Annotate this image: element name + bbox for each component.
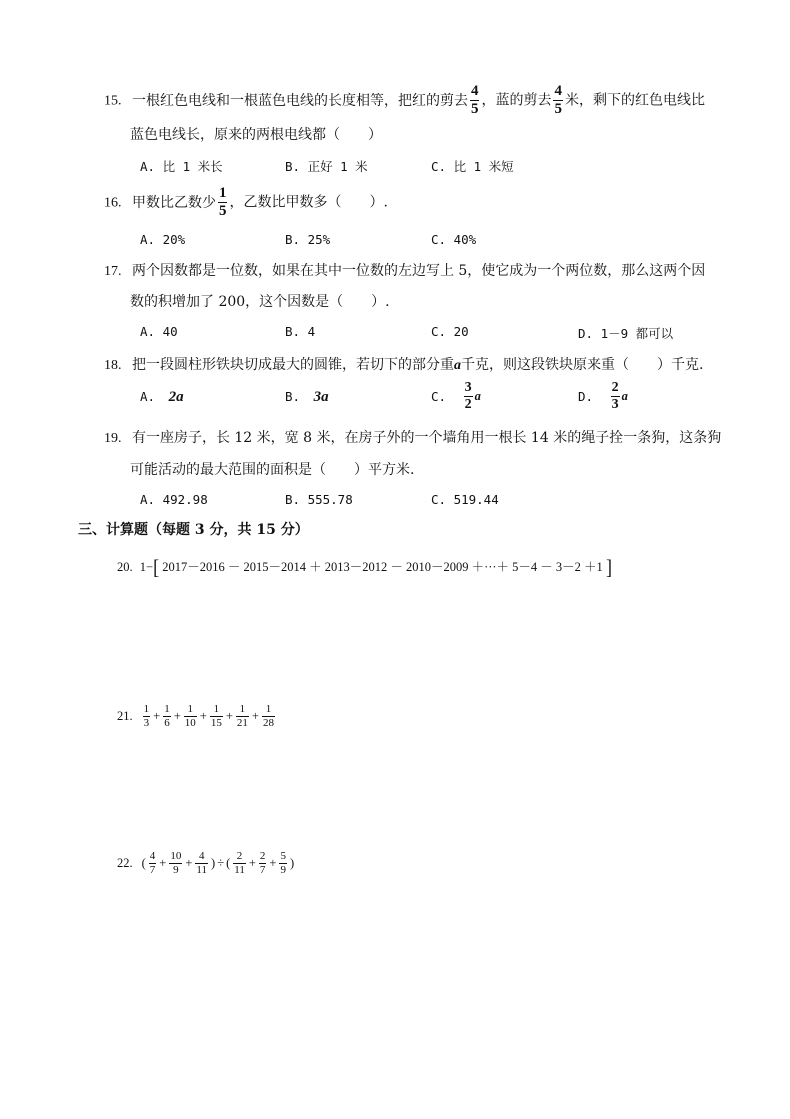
expression — [141, 851, 296, 876]
operator: + — [185, 856, 193, 870]
denominator: 3 — [143, 717, 150, 729]
operator: + — [153, 709, 161, 723]
paren: ( — [141, 856, 146, 870]
question-16 — [104, 186, 388, 219]
denominator: 9 — [173, 864, 179, 876]
question-number: 21. — [117, 709, 133, 723]
operator: + — [173, 709, 181, 723]
option-a[interactable]: A. 比 1 米长 — [140, 159, 223, 174]
question-text: 一根红色电线和一根蓝色电线的长度相等，把红的剪去 — [131, 92, 468, 109]
left-bracket-icon: [ — [153, 554, 160, 579]
question-text: 千克，则这段铁块原来重（ ）千克. — [460, 357, 704, 373]
fraction — [233, 851, 246, 876]
fraction — [279, 851, 287, 876]
denominator: 10 — [184, 717, 196, 729]
question-number: 19. — [104, 431, 122, 446]
option-label: B. — [285, 389, 301, 404]
denominator: 15 — [210, 717, 222, 729]
fraction: $\frac{1}{5}$ — [218, 185, 227, 219]
option-label: A. — [140, 389, 156, 404]
operator: + — [248, 856, 256, 870]
right-bracket-icon: ] — [605, 554, 612, 579]
question-text: 两个因数都是一位数，如果在其中一位数的左边写上 5，使它成为一个两位数，那么这两个因 — [131, 263, 706, 279]
option-b[interactable]: B. 555.78 — [285, 492, 353, 507]
fraction: $\frac{4}{5}$ — [470, 83, 479, 117]
fraction — [149, 851, 157, 876]
question-number: 20. — [117, 560, 133, 574]
question-number: 17. — [104, 264, 122, 279]
paren: ( — [226, 856, 231, 870]
numerator: 1 — [265, 703, 272, 715]
question-15 — [104, 84, 705, 117]
option-b[interactable]: B. 正好 1 米 — [285, 159, 368, 174]
option-c[interactable]: C. 20 — [431, 324, 469, 339]
fraction: $\frac{2}{3}$ — [611, 380, 619, 412]
option-a[interactable]: A. 20% — [140, 232, 186, 247]
numerator: 5 — [280, 850, 286, 862]
option-a[interactable]: A. 492.98 — [140, 492, 208, 507]
fraction — [163, 704, 171, 729]
numerator: 2 — [259, 850, 266, 862]
numerator: 1 — [143, 703, 150, 715]
option-value: 3a — [313, 389, 329, 405]
numerator: 4 — [149, 850, 156, 862]
fraction — [184, 704, 197, 729]
numerator: 1 — [187, 703, 193, 715]
fraction — [195, 851, 208, 876]
option-c[interactable]: C. 519.44 — [431, 492, 499, 507]
denominator: 11 — [196, 864, 208, 876]
fraction — [210, 704, 223, 729]
option-label: C. — [431, 389, 447, 404]
fraction: $\frac{3}{2}$ — [464, 380, 472, 412]
option-value: 2a — [168, 389, 184, 405]
denominator: 7 — [259, 864, 266, 876]
question-number: 15. — [104, 93, 122, 109]
question-number: 16. — [104, 195, 122, 211]
fraction — [169, 851, 182, 876]
denominator: 6 — [164, 717, 170, 729]
question-text: 有一座房子，长 12 米，宽 8 米，在房子外的一个墙角用一根长 14 米的绳子拴一条狗，这条狗 — [131, 430, 722, 446]
denominator: 9 — [280, 864, 286, 876]
expression — [141, 704, 277, 729]
question-text-line: 可能活动的最大范围的面积是（ ）平方米. — [130, 462, 415, 478]
option-b[interactable]: B. 25% — [285, 232, 331, 247]
option-c[interactable]: C. 比 1 米短 — [431, 159, 514, 174]
fraction — [143, 704, 151, 729]
question-text: ，蓝的剪去 — [481, 92, 552, 109]
question-text-line: 数的积增加了 200，这个因数是（ ）. — [130, 294, 390, 310]
option-a[interactable]: A. 40 — [140, 324, 178, 339]
variable: a — [621, 389, 628, 403]
question-22 — [117, 851, 295, 876]
question-21 — [117, 704, 277, 729]
fraction: $\frac{4}{5}$ — [554, 83, 562, 117]
question-18 — [104, 354, 703, 374]
operator: + — [159, 856, 167, 870]
denominator: 11 — [234, 864, 245, 876]
section-heading: 三、计算题（每题 3 分，共 15 分） — [78, 522, 309, 538]
option-d[interactable]: D. 1－9 都可以 — [578, 326, 674, 341]
fraction — [236, 704, 249, 729]
question-text: 把一段圆柱形铁块切成最大的圆锥，若切下的部分重 — [131, 357, 454, 373]
numerator: 1 — [239, 703, 246, 715]
numerator: 10 — [170, 850, 182, 862]
denominator: 7 — [149, 864, 156, 876]
variable: a — [453, 358, 461, 373]
operator: + — [269, 856, 277, 870]
expression-lead: 1− — [139, 560, 154, 574]
operator: + — [199, 709, 207, 723]
operator: + — [225, 709, 233, 723]
operator: + — [251, 709, 259, 723]
question-number: 22. — [117, 856, 133, 870]
fraction — [259, 851, 267, 876]
denominator: 21 — [236, 717, 248, 729]
numerator: 4 — [198, 850, 205, 862]
question-text: ，乙数比甲数多（ ）. — [229, 194, 388, 211]
expression: 2017－2016 － 2015－2014 ＋ 2013－2012 － 2010－2009 ＋···＋ 5－4 － 3－2 ＋1 — [162, 560, 603, 574]
operator: ÷ — [217, 856, 225, 870]
option-a[interactable] — [140, 389, 184, 406]
question-17 — [104, 260, 705, 280]
question-text-line: 蓝色电线长，原来的两根电线都（ ） — [130, 127, 382, 143]
option-b[interactable]: B. 4 — [285, 324, 316, 339]
option-label: D. — [578, 389, 594, 404]
numerator: 2 — [236, 850, 243, 862]
option-d[interactable] — [578, 381, 628, 412]
numerator: 1 — [164, 703, 170, 715]
question-text: 米，剩下的红色电线比 — [564, 92, 705, 109]
option-c[interactable] — [431, 381, 481, 412]
option-b[interactable] — [285, 389, 329, 406]
variable: a — [474, 389, 481, 403]
option-c[interactable]: C. 40% — [431, 232, 477, 247]
question-19 — [104, 427, 721, 447]
numerator: 1 — [213, 703, 220, 715]
paren: ) — [211, 856, 216, 870]
question-20 — [117, 554, 612, 579]
denominator: 28 — [262, 717, 274, 729]
paren: ) — [289, 856, 295, 870]
fraction — [262, 704, 275, 729]
question-number: 18. — [104, 358, 122, 373]
question-text: 甲数比乙数少 — [131, 194, 216, 211]
